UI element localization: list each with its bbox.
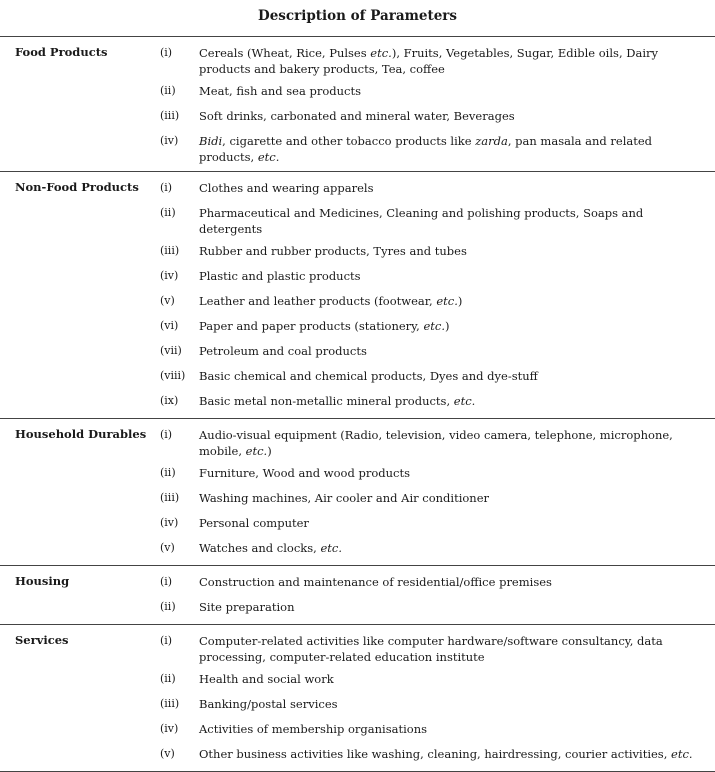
parameters-table [0,36,715,772]
item-description: Clothes and wearing apparels [199,181,374,195]
parameter-row [0,390,715,415]
item-number: (v) [160,541,175,554]
item-description: Basic metal non-metallic mineral products, etc. [199,394,476,408]
item-description: Meat, fish and sea products [199,84,362,98]
category-name: Non-Food Products [15,180,139,194]
parameter-row [0,596,715,621]
item-description: Paper and paper products (stationery, etc.) [199,319,450,333]
parameter-row [0,340,715,365]
parameter-row [0,571,715,596]
item-number: (iii) [160,109,180,122]
parameter-row [0,315,715,340]
item-description: Banking/postal services [199,697,338,711]
item-description: Plastic and plastic products [199,269,361,283]
parameter-row [0,177,715,202]
item-number: (ix) [160,394,179,407]
item-number: (iv) [160,134,179,147]
item-number: (v) [160,747,175,760]
item-number: (ii) [160,672,176,685]
item-number: (i) [160,634,173,647]
item-description: Health and social work [199,672,334,686]
item-description: Other business activities like washing, cleaning, hairdressing, courier activities, etc. [199,747,693,761]
category-name: Food Products [15,45,108,59]
parameter-row [0,630,715,668]
item-description: Soft drinks, carbonated and mineral water, Beverages [199,109,515,123]
parameter-row [0,42,715,80]
item-description: Cereals (Wheat, Rice, Pulses etc.), Fruits, Vegetables, Sugar, Edible oils, Dairy products and bakery products, Tea, coffee [199,46,659,76]
item-description: Basic chemical and chemical products, Dyes and dye-stuff [199,369,538,383]
item-number: (i) [160,46,173,59]
parameter-row [0,462,715,487]
item-number: (ii) [160,206,176,219]
item-number: (ii) [160,84,176,97]
item-number: (iii) [160,697,180,710]
parameter-row [0,265,715,290]
item-number: (iv) [160,516,179,529]
category-group [0,566,715,625]
parameter-row [0,487,715,512]
item-number: (iii) [160,244,180,257]
category-group [0,419,715,566]
item-number: (vii) [160,344,182,357]
item-number: (i) [160,428,173,441]
item-number: (i) [160,575,173,588]
parameter-row [0,130,715,168]
item-description: Computer-related activities like computer hardware/software consultancy, data processing, computer-related education institute [199,634,663,664]
category-group [0,37,715,172]
item-description: Petroleum and coal products [199,344,367,358]
category-name: Housing [15,574,70,588]
item-description: Watches and clocks, etc. [199,541,342,555]
parameter-row [0,693,715,718]
item-number: (iii) [160,491,180,504]
parameter-row [0,365,715,390]
parameter-row [0,105,715,130]
item-description: Washing machines, Air cooler and Air conditioner [199,491,490,505]
category-name: Household Durables [15,427,147,441]
parameter-row [0,424,715,462]
item-description: Rubber and rubber products, Tyres and tubes [199,244,467,258]
page-title: Description of Parameters [258,8,457,24]
parameter-row [0,240,715,265]
item-number: (iv) [160,722,179,735]
parameter-row [0,668,715,693]
item-description: Site preparation [199,600,295,614]
parameter-row [0,537,715,562]
item-number: (vi) [160,319,179,332]
category-name: Services [15,633,69,647]
item-description: Construction and maintenance of residential/office premises [199,575,552,589]
item-description: Leather and leather products (footwear, etc.) [199,294,463,308]
item-description: Pharmaceutical and Medicines, Cleaning and polishing products, Soaps and detergents [199,206,644,236]
item-number: (i) [160,181,173,194]
item-description: Audio-visual equipment (Radio, television, video camera, telephone, microphone, mobile, etc.) [199,428,673,458]
item-number: (iv) [160,269,179,282]
parameter-row [0,80,715,105]
item-description: Bidi, cigarette and other tobacco products like zarda, pan masala and related products, etc. [199,134,653,164]
parameter-row [0,512,715,537]
parameter-row [0,743,715,768]
category-group [0,625,715,772]
parameter-row [0,290,715,315]
item-number: (ii) [160,466,176,479]
item-number: (ii) [160,600,176,613]
item-description: Personal computer [199,516,309,530]
item-number: (viii) [160,369,186,382]
item-description: Activities of membership organisations [199,722,428,736]
category-group [0,172,715,419]
item-description: Furniture, Wood and wood products [199,466,411,480]
parameter-row [0,202,715,240]
item-number: (v) [160,294,175,307]
